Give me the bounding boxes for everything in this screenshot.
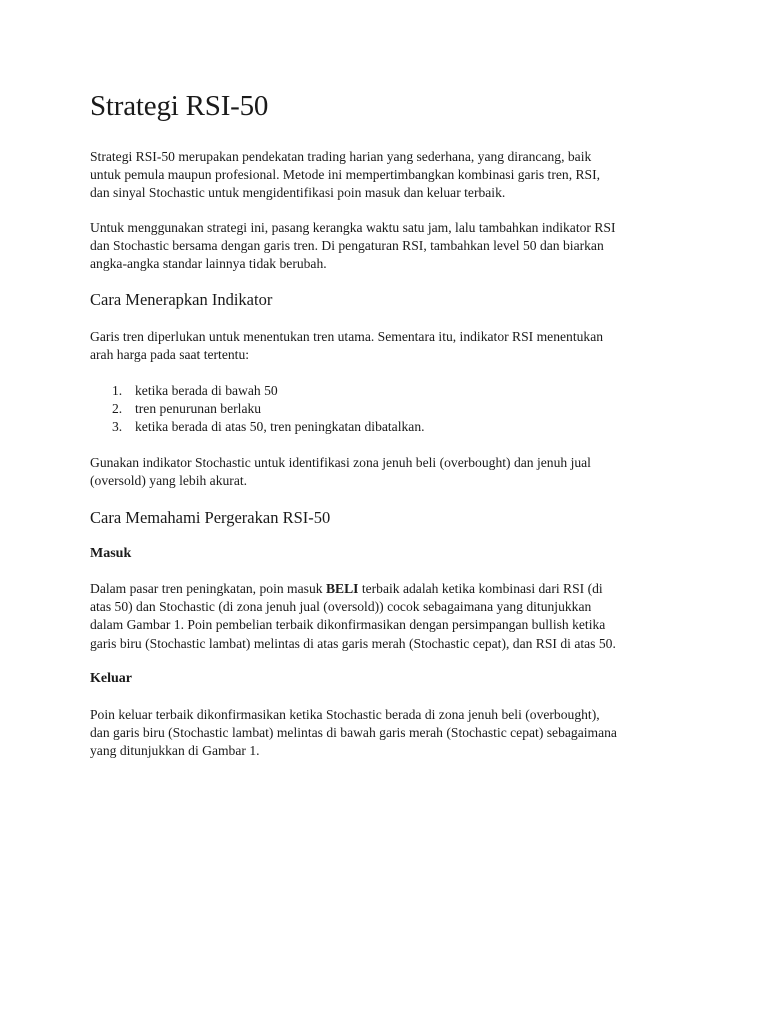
rsi-condition-list [90, 382, 425, 437]
stochastic-paragraph [90, 454, 680, 490]
list-item: 2. tren penurunan berlaku [112, 401, 262, 417]
text-line: Dalam pasar tren peningkatan, poin masuk BELI terbaik adalah ketika kombinasi dari RSI (di [90, 581, 603, 596]
section-heading-pergerakan: Cara Memahami Pergerakan RSI-50 [90, 508, 331, 527]
masuk-paragraph [90, 580, 680, 653]
text-line: untuk pemula maupun profesional. Metode ini mempertimbangkan kombinasi garis tren, RSI, [90, 167, 601, 183]
list-item: 1. ketika berada di bawah 50 [112, 383, 278, 398]
page-title: Strategi RSI-50 [90, 90, 269, 122]
subheading-masuk: Masuk [90, 546, 132, 561]
text-line: yang ditunjukkan di Gambar 1. [90, 743, 260, 759]
text-line: dan garis biru (Stochastic lambat) melintas di bawah garis merah (Stochastic cepat) sebagaimana [90, 725, 617, 741]
subheading-keluar: Keluar [90, 671, 132, 686]
text-line: arah harga pada saat tertentu: [90, 347, 250, 363]
text-line: atas 50) dan Stochastic (di zona jenuh jual (oversold)) cocok sebagaimana yang ditunjukkan [90, 599, 592, 615]
trend-paragraph [90, 328, 680, 364]
text-line: dan sinyal Stochastic untuk mengidentifikasi poin masuk dan keluar terbaik. [90, 185, 506, 201]
text-line: Poin keluar terbaik dikonfirmasikan ketika Stochastic berada di zona jenuh beli (overbought), [90, 707, 600, 722]
intro-paragraph [90, 148, 680, 203]
section-heading-indikator: Cara Menerapkan Indikator [90, 290, 273, 309]
text-line: (oversold) yang lebih akurat. [90, 473, 248, 489]
text-line: Strategi RSI-50 merupakan pendekatan trading harian yang sederhana, yang dirancang, baik [90, 149, 592, 164]
usage-paragraph [90, 219, 680, 274]
text-line: Untuk menggunakan strategi ini, pasang kerangka waktu satu jam, lalu tambahkan indikator RSI [90, 220, 616, 235]
text-line: dalam Gambar 1. Poin pembelian terbaik dikonfirmasikan dengan persimpangan bullish ketika [90, 617, 606, 633]
text-line: Garis tren diperlukan untuk menentukan tren utama. Sementara itu, indikator RSI menentukan [90, 329, 604, 344]
text-line: Gunakan indikator Stochastic untuk identifikasi zona jenuh beli (overbought) dan jenuh jual [90, 455, 591, 470]
list-item: 3. ketika berada di atas 50, tren peningkatan dibatalkan. [112, 419, 425, 435]
keluar-paragraph [90, 706, 680, 761]
text-line: angka-angka standar lainnya tidak berubah. [90, 256, 327, 272]
text-line: garis biru (Stochastic lambat) melintas di atas garis merah (Stochastic cepat), dan RSI di atas 50. [90, 635, 616, 651]
beli-emphasis: BELI [325, 581, 359, 596]
text-line: dan Stochastic bersama dengan garis tren. Di pengaturan RSI, tambahkan level 50 dan biarkan [90, 238, 604, 254]
